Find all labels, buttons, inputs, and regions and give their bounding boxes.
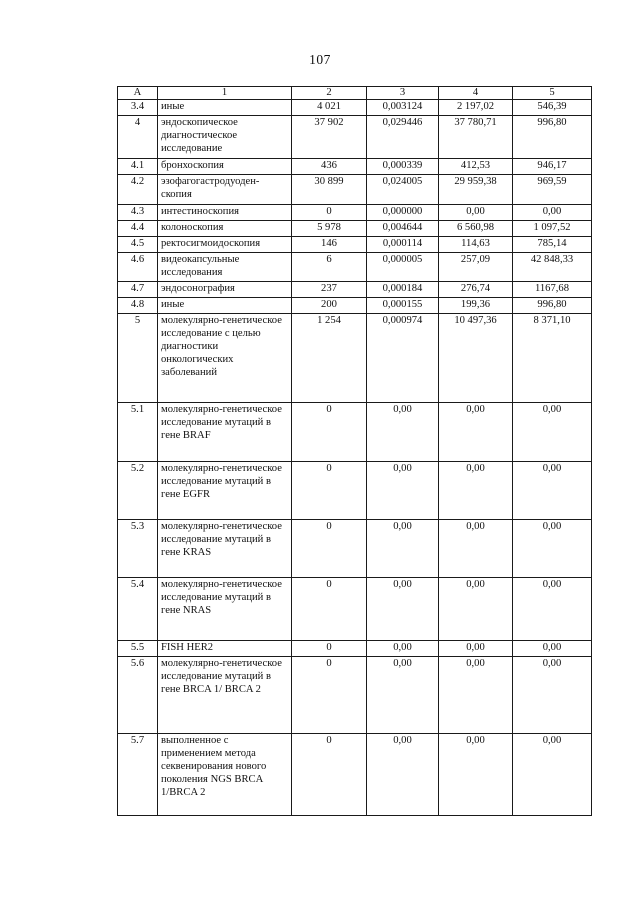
row-count-cell: 0 (292, 520, 367, 578)
row-name-cell: молекулярно-генетическое исследование мутаций в гене BRAF (158, 403, 292, 462)
header-cell-4: 4 (439, 87, 513, 100)
table-header (118, 87, 592, 100)
table-row (118, 282, 592, 298)
table-row (118, 298, 592, 314)
table-row (118, 314, 592, 403)
row-amount-cell: 199,36 (439, 298, 513, 314)
row-count-cell: 0 (292, 657, 367, 734)
table-row (118, 237, 592, 253)
table-row (118, 221, 592, 237)
row-name-cell: молекулярно-генетическое исследование мутаций в гене KRAS (158, 520, 292, 578)
header-cell-a: А (118, 87, 158, 100)
row-rate-cell: 0,004644 (367, 221, 439, 237)
row-count-cell: 37 902 (292, 116, 367, 159)
page-number: 107 (309, 52, 331, 67)
row-rate-cell: 0,00 (367, 578, 439, 641)
row-amount-cell: 114,63 (439, 237, 513, 253)
row-rate-cell: 0,000005 (367, 253, 439, 282)
row-rate-cell: 0,00 (367, 734, 439, 816)
row-rate-cell: 0,00 (367, 403, 439, 462)
row-rate-cell: 0,000155 (367, 298, 439, 314)
row-name-cell: эндоскопическое диагностическое исследование (158, 116, 292, 159)
header-cell-1: 1 (158, 87, 292, 100)
row-name-cell: молекулярно-генетическое исследование мутаций в гене NRAS (158, 578, 292, 641)
row-index-cell: 4.7 (118, 282, 158, 298)
row-name-cell: иные (158, 298, 292, 314)
row-amount-cell: 37 780,71 (439, 116, 513, 159)
row-index-cell: 4.6 (118, 253, 158, 282)
row-name-cell: молекулярно-генетическое исследование мутаций в гене EGFR (158, 462, 292, 520)
row-rate-cell: 0,000114 (367, 237, 439, 253)
row-index-cell: 4.5 (118, 237, 158, 253)
row-count-cell: 4 021 (292, 100, 367, 116)
table-row (118, 175, 592, 205)
table-header-row (118, 87, 592, 100)
row-count-cell: 5 978 (292, 221, 367, 237)
row-rate-cell: 0,00 (367, 657, 439, 734)
row-rate-cell: 0,00 (367, 641, 439, 657)
row-name-cell: эндосонография (158, 282, 292, 298)
row-count-cell: 0 (292, 403, 367, 462)
row-amount-cell: 0,00 (439, 403, 513, 462)
table-row (118, 253, 592, 282)
row-cost-cell: 996,80 (513, 298, 592, 314)
row-count-cell: 0 (292, 578, 367, 641)
row-count-cell: 1 254 (292, 314, 367, 403)
row-count-cell: 436 (292, 159, 367, 175)
table-row (118, 657, 592, 734)
row-index-cell: 4.2 (118, 175, 158, 205)
row-amount-cell: 257,09 (439, 253, 513, 282)
table-row (118, 205, 592, 221)
row-cost-cell: 42 848,33 (513, 253, 592, 282)
row-count-cell: 0 (292, 462, 367, 520)
row-amount-cell: 6 560,98 (439, 221, 513, 237)
row-count-cell: 0 (292, 734, 367, 816)
row-index-cell: 5.4 (118, 578, 158, 641)
row-name-cell: интестиноскопия (158, 205, 292, 221)
row-cost-cell: 546,39 (513, 100, 592, 116)
row-cost-cell: 969,59 (513, 175, 592, 205)
row-cost-cell: 0,00 (513, 578, 592, 641)
row-count-cell: 146 (292, 237, 367, 253)
row-cost-cell: 1 097,52 (513, 221, 592, 237)
row-name-cell: FISH HER2 (158, 641, 292, 657)
row-name-cell: молекулярно-генетическое исследование с целью диагностики онкологических заболеваний (158, 314, 292, 403)
row-index-cell: 5.2 (118, 462, 158, 520)
row-rate-cell: 0,003124 (367, 100, 439, 116)
row-amount-cell: 29 959,38 (439, 175, 513, 205)
row-index-cell: 5.3 (118, 520, 158, 578)
row-amount-cell: 0,00 (439, 520, 513, 578)
row-cost-cell: 0,00 (513, 205, 592, 221)
row-name-cell: ректосигмоидоскопия (158, 237, 292, 253)
row-cost-cell: 946,17 (513, 159, 592, 175)
row-rate-cell: 0,024005 (367, 175, 439, 205)
row-name-cell: выполненное с применением метода секвенирования нового поколения NGS BRCA 1/BRCA 2 (158, 734, 292, 816)
row-count-cell: 237 (292, 282, 367, 298)
row-rate-cell: 0,029446 (367, 116, 439, 159)
table-row (118, 578, 592, 641)
row-index-cell: 4.4 (118, 221, 158, 237)
table-row (118, 116, 592, 159)
row-name-cell: иные (158, 100, 292, 116)
row-name-cell: видеокапсульные исследования (158, 253, 292, 282)
row-amount-cell: 276,74 (439, 282, 513, 298)
row-index-cell: 4 (118, 116, 158, 159)
row-count-cell: 0 (292, 205, 367, 221)
table-row (118, 641, 592, 657)
row-amount-cell: 10 497,36 (439, 314, 513, 403)
row-rate-cell: 0,000000 (367, 205, 439, 221)
row-rate-cell: 0,000974 (367, 314, 439, 403)
row-amount-cell: 0,00 (439, 641, 513, 657)
table-body (118, 100, 592, 816)
row-cost-cell: 1167,68 (513, 282, 592, 298)
row-cost-cell: 0,00 (513, 462, 592, 520)
row-amount-cell: 0,00 (439, 462, 513, 520)
row-count-cell: 30 899 (292, 175, 367, 205)
row-name-cell: колоноскопия (158, 221, 292, 237)
row-cost-cell: 785,14 (513, 237, 592, 253)
row-amount-cell: 0,00 (439, 657, 513, 734)
row-index-cell: 5.7 (118, 734, 158, 816)
header-cell-2: 2 (292, 87, 367, 100)
row-index-cell: 5.6 (118, 657, 158, 734)
row-index-cell: 3.4 (118, 100, 158, 116)
table-row (118, 462, 592, 520)
row-amount-cell: 2 197,02 (439, 100, 513, 116)
row-cost-cell: 0,00 (513, 641, 592, 657)
row-rate-cell: 0,000339 (367, 159, 439, 175)
row-cost-cell: 0,00 (513, 657, 592, 734)
row-index-cell: 4.1 (118, 159, 158, 175)
row-count-cell: 6 (292, 253, 367, 282)
row-index-cell: 5.1 (118, 403, 158, 462)
table-row (118, 734, 592, 816)
row-name-cell: эзофагогастродуоден-скопия (158, 175, 292, 205)
row-count-cell: 200 (292, 298, 367, 314)
row-cost-cell: 996,80 (513, 116, 592, 159)
row-cost-cell: 0,00 (513, 734, 592, 816)
header-cell-5: 5 (513, 87, 592, 100)
row-name-cell: бронхоскопия (158, 159, 292, 175)
table-row (118, 403, 592, 462)
row-amount-cell: 0,00 (439, 205, 513, 221)
row-name-cell: молекулярно-генетическое исследование мутаций в гене BRCA 1/ BRCA 2 (158, 657, 292, 734)
row-cost-cell: 8 371,10 (513, 314, 592, 403)
row-rate-cell: 0,000184 (367, 282, 439, 298)
row-rate-cell: 0,00 (367, 462, 439, 520)
row-count-cell: 0 (292, 641, 367, 657)
table-row (118, 520, 592, 578)
header-cell-3: 3 (367, 87, 439, 100)
row-amount-cell: 0,00 (439, 734, 513, 816)
row-index-cell: 5.5 (118, 641, 158, 657)
row-index-cell: 5 (118, 314, 158, 403)
table-row (118, 159, 592, 175)
row-cost-cell: 0,00 (513, 403, 592, 462)
row-cost-cell: 0,00 (513, 520, 592, 578)
row-amount-cell: 412,53 (439, 159, 513, 175)
row-amount-cell: 0,00 (439, 578, 513, 641)
table-row (118, 100, 592, 116)
row-rate-cell: 0,00 (367, 520, 439, 578)
row-index-cell: 4.8 (118, 298, 158, 314)
row-index-cell: 4.3 (118, 205, 158, 221)
data-table (117, 86, 592, 816)
